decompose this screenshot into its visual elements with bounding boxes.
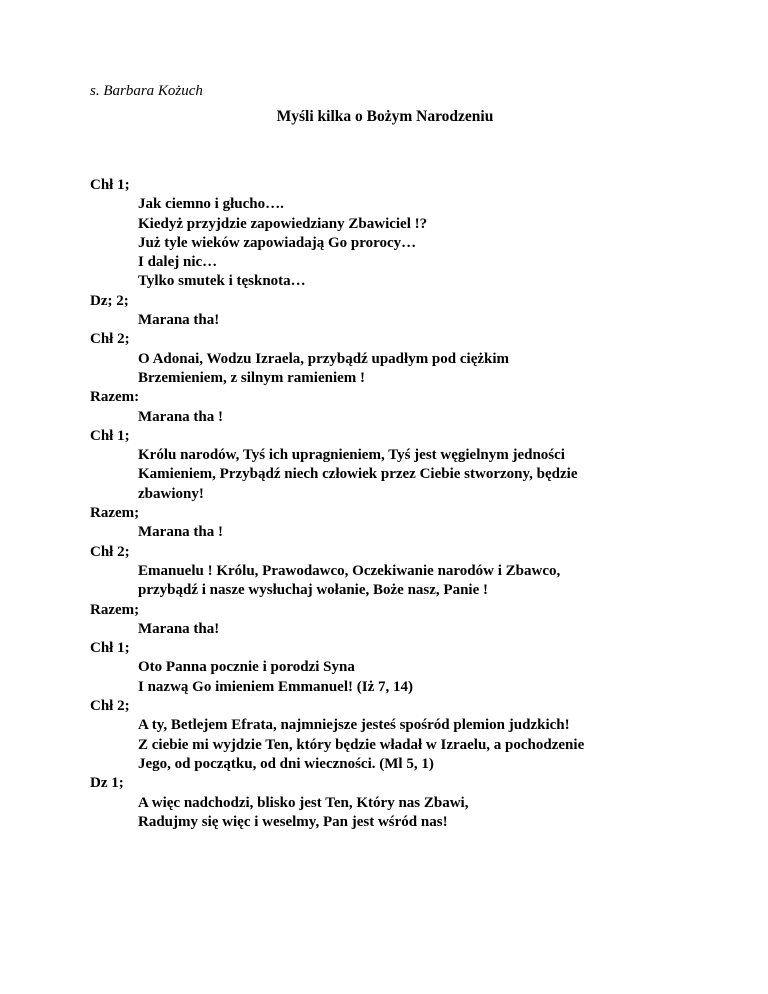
script-line: Marana tha! (138, 312, 220, 329)
dialogue-block (90, 697, 680, 774)
dialogue-block (90, 330, 680, 388)
dialogue-block (90, 176, 680, 292)
dialogue-block (90, 388, 680, 427)
script-line: A więc nadchodzi, blisko jest Ten, Który nas Zbawi, (138, 794, 469, 811)
dialogue-block (90, 504, 680, 543)
script-line: Marana tha ! (138, 524, 223, 541)
script-line: Kiedyż przyjdzie zapowiedziany Zbawiciel !? (138, 215, 428, 232)
speaker-label: Chł 2; (90, 698, 130, 715)
script-line: O Adonai, Wodzu Izraela, przybądź upadłym pod ciężkim (138, 350, 510, 367)
script-line: Królu narodów, Tyś ich upragnieniem, Tyś jest węgielnym jedności (138, 447, 565, 464)
speaker-label: Razem; (90, 601, 140, 618)
script-line: A ty, Betlejem Efrata, najmniejsze jesteś spośród plemion judzkich! (138, 717, 570, 734)
script-line: I dalej nic… (138, 254, 218, 271)
script-line: Marana tha! (138, 620, 220, 637)
speaker-label: Chł 1; (90, 640, 130, 657)
script-line: Oto Panna pocznie i porodzi Syna (138, 659, 355, 676)
script-line: Marana tha ! (138, 408, 223, 425)
script-line: Z ciebie mi wyjdzie Ten, który będzie władał w Izraelu, a pochodzenie (138, 736, 585, 753)
document-body (90, 176, 680, 832)
speaker-label: Dz 1; (90, 775, 124, 792)
speaker-label: Razem; (90, 505, 140, 522)
dialogue-block (90, 292, 680, 331)
dialogue-block (90, 427, 680, 504)
speaker-label: Chł 2; (90, 331, 130, 348)
dialogue-block (90, 601, 680, 640)
speaker-label: Chł 2; (90, 543, 130, 560)
script-line: Radujmy się więc i weselmy, Pan jest wśród nas! (138, 813, 448, 830)
speaker-label: Dz; 2; (90, 292, 129, 309)
author-line: s. Barbara Kożuch (90, 83, 203, 99)
script-line: Tylko smutek i tęsknota… (138, 273, 306, 290)
document-title: Myśli kilka o Bożym Narodzeniu (276, 108, 494, 125)
script-line: Jego, od początku, od dni wieczności. (Ml 5, 1) (138, 755, 434, 772)
dialogue-block (90, 774, 680, 832)
script-line: Kamieniem, Przybądź niech człowiek przez Ciebie stworzony, będzie (138, 466, 578, 483)
speaker-label: Razem: (90, 389, 140, 406)
script-line: przybądź i nasze wysłuchaj wołanie, Boże nasz, Panie ! (138, 582, 488, 599)
script-line: zbawiony! (138, 485, 204, 502)
script-line: Emanuelu ! Królu, Prawodawco, Oczekiwanie narodów i Zbawco, (138, 562, 561, 579)
speaker-label: Chł 1; (90, 177, 130, 193)
script-line: Brzemieniem, z silnym ramieniem ! (138, 369, 366, 386)
dialogue-block (90, 543, 680, 601)
dialogue-block (90, 639, 680, 697)
script-line: Jak ciemno i głucho…. (138, 196, 284, 213)
speaker-label: Chł 1; (90, 427, 130, 444)
script-line: Już tyle wieków zapowiadają Go prorocy… (138, 234, 417, 251)
script-line: I nazwą Go imieniem Emmanuel! (Iż 7, 14) (138, 678, 413, 695)
